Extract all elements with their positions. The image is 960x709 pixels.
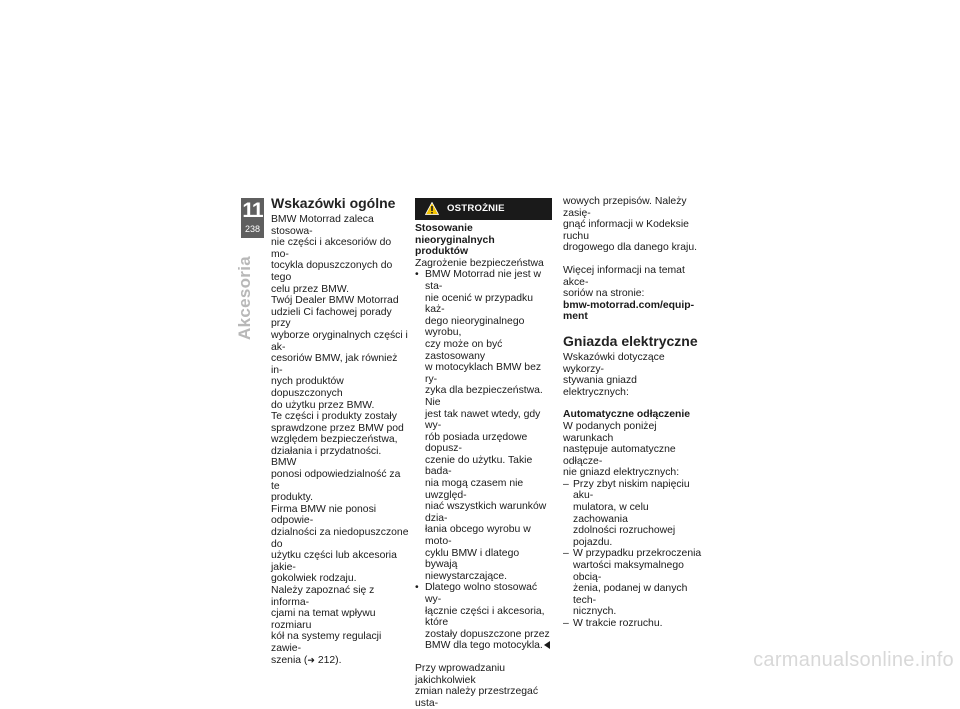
- text-line: dzialności za niedopuszczone do: [271, 527, 409, 550]
- warning-triangle-icon: [425, 202, 439, 215]
- text-line: nie gniazd elektrycznych:: [563, 467, 680, 479]
- list-item: – W trakcie rozruchu.: [563, 618, 703, 630]
- text-line: sprawdzone przez BMW pod: [271, 422, 404, 434]
- column-general-notes: [271, 195, 409, 666]
- text-line: produkty.: [271, 492, 313, 504]
- column-sockets: [563, 196, 703, 630]
- end-of-warning-icon: [544, 641, 550, 649]
- page-number: 238: [244, 224, 261, 234]
- warning-banner: [415, 198, 552, 220]
- text-line: Przy wprowadzaniu jakichkolwiek: [415, 662, 506, 686]
- watermark-text: carmanualsonline.info: [753, 649, 954, 671]
- chapter-number: 11: [242, 199, 263, 222]
- sub-heading-auto-disconnect: Automatyczne odłączenie: [563, 409, 691, 421]
- text-line: użytku części lub akcesoria jakie-: [271, 550, 397, 573]
- disconnect-conditions-list: [563, 479, 703, 630]
- text-line: względem bezpieczeństwa,: [271, 434, 398, 446]
- chapter-title-vertical: Akcesoria: [235, 256, 254, 340]
- section-heading-general: Wskazówki ogólne: [271, 195, 396, 211]
- text-line: nych produktów dopuszczonych: [271, 376, 344, 399]
- column-warning: [415, 198, 553, 709]
- text-line: tocykla dopuszczonych do tego: [271, 260, 393, 283]
- text-line: drogowego dla danego kraju.: [563, 242, 698, 254]
- text-line: kół na systemy regulacji zawie-: [271, 631, 382, 654]
- list-item: • BMW Motorrad nie jest w sta- nie ocenić w przypadku każ- dego nieoryginalnego wyrobu, czy może on być zastosowany w motocyklach BMW bez ry- zyka dla bezpieczeństwa. Nie jest tak nawet wtedy, gdy wy- rób posiada urzędowe dopusz- czenie do użytku. Takie bada- nia mogą czasem nie uwzględ- niać wszystkich warunków dzia- łania obcego wyrobu w moto- cyklu BMW i dlatego bywają niewystarczające.: [415, 269, 553, 582]
- page-reference-link[interactable]: 212).: [314, 654, 342, 666]
- text-line: stywania gniazd elektrycznych:: [563, 375, 637, 398]
- text-line: Więcej informacji na temat akce-: [563, 264, 685, 288]
- text-line: Firma BMW nie ponosi odpowie-: [271, 503, 377, 527]
- warning-hazard: Zagrożenie bezpieczeństwa: [415, 257, 544, 269]
- text-line: udzieli Ci fachowej porady przy: [271, 306, 392, 330]
- text-line: Należy zapoznać się z informa-: [271, 585, 375, 608]
- text-line: gnąć informacji w Kodeksie ruchu: [563, 219, 689, 242]
- text-line: Te części i produkty zostały: [271, 411, 397, 423]
- text-line: soriów na stronie:: [563, 288, 645, 300]
- text-line: wyborze oryginalnych części i ak-: [271, 329, 408, 353]
- text-line: celu przez BMW.: [271, 283, 349, 295]
- warning-bullet-list: [415, 269, 553, 652]
- page-reference-arrow-icon: ➜: [307, 654, 315, 665]
- text-line: ponosi odpowiedzialność za te: [271, 469, 401, 492]
- list-item: • Dlatego wolno stosować wy- łącznie części i akcesoria, które zostały dopuszczone przez BMW dla tego motocykla.: [415, 582, 553, 652]
- text-line: następuje automatyczne odłącze-: [563, 444, 676, 467]
- text-line: gokolwiek rodzaju.: [271, 573, 357, 585]
- text-line: wowych przepisów. Należy zasię-: [563, 196, 687, 219]
- list-item: – Przy zbyt niskim napięciu aku- mulatora, w celu zachowania zdolności rozruchowej pojazdu.: [563, 479, 703, 549]
- text-line-with-reference: szenia (➜ 212).: [271, 654, 342, 666]
- text-line: Wskazówki dotyczące wykorzy-: [563, 351, 665, 375]
- text-line: działania i przydatności. BMW: [271, 445, 382, 469]
- general-notes-text: [271, 214, 409, 666]
- text-line: do użytku przez BMW.: [271, 399, 375, 411]
- text-line: zmian należy przestrzegać usta-: [415, 686, 539, 709]
- text-line: Twój Dealer BMW Motorrad: [271, 295, 399, 307]
- accessories-url-link[interactable]: bmw-motorrad.com/equip- ment: [563, 299, 695, 323]
- text-line: W podanych poniżej warunkach: [563, 420, 657, 444]
- chapter-tab: [241, 198, 264, 238]
- text-line: cesoriów BMW, jak również in-: [271, 353, 398, 376]
- text-line: cjami na temat wpływu rozmiaru: [271, 608, 376, 631]
- section-heading-sockets: Gniazda elektryczne: [563, 332, 698, 349]
- warning-label: OSTROŻNIE: [447, 203, 505, 214]
- warning-title: Stosowanie nieoryginalnych produktów: [415, 223, 495, 258]
- text-line: nie części i akcesoriów do mo-: [271, 237, 392, 260]
- list-item: – W przypadku przekroczenia wartości maksymalnego obcią- żenia, podanej w danych tech- nicznych.: [563, 548, 703, 618]
- text-line: BMW Motorrad zaleca stosowa-: [271, 214, 374, 237]
